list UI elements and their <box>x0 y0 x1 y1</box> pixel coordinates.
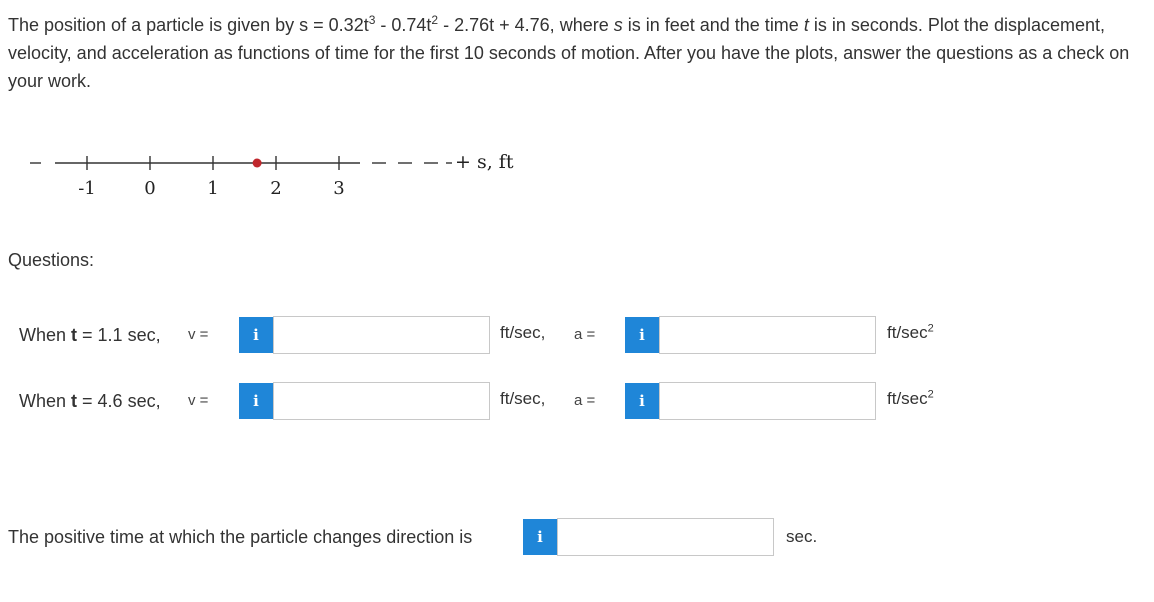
velocity-input[interactable] <box>273 316 490 354</box>
question-2-text: When t = 4.6 sec, <box>19 391 161 411</box>
info-icon[interactable]: i <box>523 519 557 555</box>
number-line-tick-label: 1 <box>207 178 219 199</box>
info-icon[interactable]: i <box>239 383 273 419</box>
position-marker <box>253 159 262 168</box>
acceleration-label: a = <box>574 326 596 343</box>
question-row-2 <box>0 380 1154 422</box>
number-line-axis-label: + s, ft <box>455 151 514 173</box>
number-line-tick-label: 0 <box>144 178 156 199</box>
info-icon[interactable]: i <box>625 317 659 353</box>
direction-change-time-input[interactable] <box>557 518 774 556</box>
number-line-tick-label: 3 <box>333 178 345 199</box>
questions-label: Questions: <box>8 250 95 270</box>
acceleration-unit: $ft/\sec^2$ <box>887 322 934 342</box>
direction-change-row <box>0 517 1154 559</box>
info-icon[interactable]: i <box>239 317 273 353</box>
acceleration-input[interactable] <box>659 316 876 354</box>
velocity-label: v = <box>188 326 209 343</box>
acceleration-label: a = <box>574 392 596 409</box>
velocity-input[interactable] <box>273 382 490 420</box>
acceleration-unit: $ft/\sec^2$ <box>887 388 934 408</box>
question-1-text: When t = 1.1 sec, <box>19 325 161 345</box>
question-row-1 <box>0 314 1154 356</box>
velocity-label: v = <box>188 392 209 409</box>
number-line <box>0 140 560 210</box>
info-icon[interactable]: i <box>625 383 659 419</box>
acceleration-input[interactable] <box>659 382 876 420</box>
time-unit: sec. <box>786 527 818 546</box>
direction-change-text: The positive time at which the particle changes direction is <box>8 527 473 547</box>
number-line-tick-label: 2 <box>270 178 282 199</box>
problem-statement: The position of a particle is given by $s = 0.32t^3 - 0.74t^2 - 2.76t + 4.76$, where s is in feet and the time t is in seconds. Plot the displacement, velocity, and acceleration as functions of time for the first 10 seconds of motion. After you have the plots, answer the questions as a check on your work. <box>8 13 1130 91</box>
number-line-tick-label: -1 <box>78 178 96 199</box>
velocity-unit: ft/sec, <box>500 323 546 342</box>
velocity-unit: ft/sec, <box>500 389 546 408</box>
